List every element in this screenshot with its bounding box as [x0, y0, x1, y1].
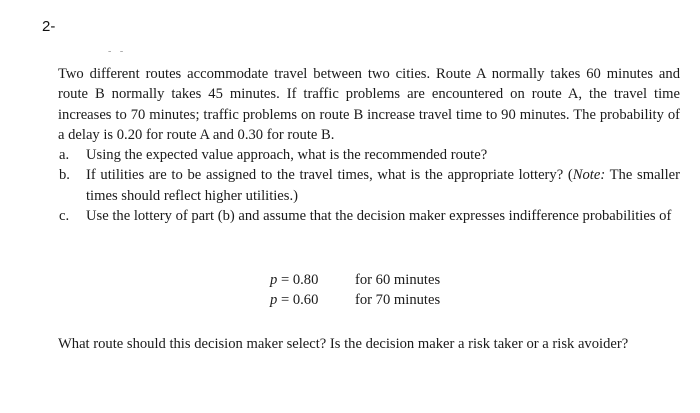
- problem-body: [58, 64, 680, 226]
- part-text-wrapper: [86, 165, 680, 206]
- probability-row: [270, 270, 440, 290]
- part-letter: c.: [59, 208, 70, 225]
- probability-label: for 60 minutes: [355, 272, 441, 288]
- probability-row: [270, 290, 440, 310]
- closing-question: What route should this decision maker select? Is the decision maker a risk taker or a risk avoider?: [58, 336, 629, 352]
- part-b: [58, 165, 680, 206]
- part-letter: a.: [59, 147, 70, 164]
- probability-label: for 70 minutes: [355, 292, 441, 309]
- part-letter: b.: [59, 167, 70, 184]
- faint-marks: - -: [108, 46, 127, 57]
- probability-symbol: p: [270, 292, 278, 309]
- probability-symbol: p: [270, 272, 278, 288]
- part-text: Using the expected value approach, what is the recommended route?: [86, 147, 488, 164]
- probability-value: = 0.80: [280, 272, 319, 288]
- probability-value-cell: [270, 270, 355, 290]
- probability-value-cell: [270, 290, 355, 310]
- problem-number: 2-: [42, 18, 56, 35]
- part-text-continued: The smaller times should reflect higher utilities.): [86, 167, 680, 204]
- problem-parts: [58, 145, 680, 226]
- part-text: Use the lottery of part (b) and assume that the decision maker expresses indifference probabilities of: [86, 208, 672, 225]
- note-label: Note:: [572, 167, 606, 184]
- problem-intro: Two different routes accommodate travel between two cities. Route A normally takes 60 minutes and route B normally takes 45 minutes. If traffic problems are encountered on route A, the travel time increases to 70 minutes; traffic problems on route B increase travel time to 90 minutes. The probability of a delay is 0.20 for route A and 0.30 for route B.: [58, 66, 680, 143]
- part-a: [58, 145, 680, 165]
- indifference-probabilities: [270, 270, 440, 311]
- part-text: If utilities are to be assigned to the travel times, what is the appropriate lottery? (: [86, 167, 573, 184]
- probability-value: = 0.60: [280, 292, 319, 309]
- part-c: [58, 206, 680, 226]
